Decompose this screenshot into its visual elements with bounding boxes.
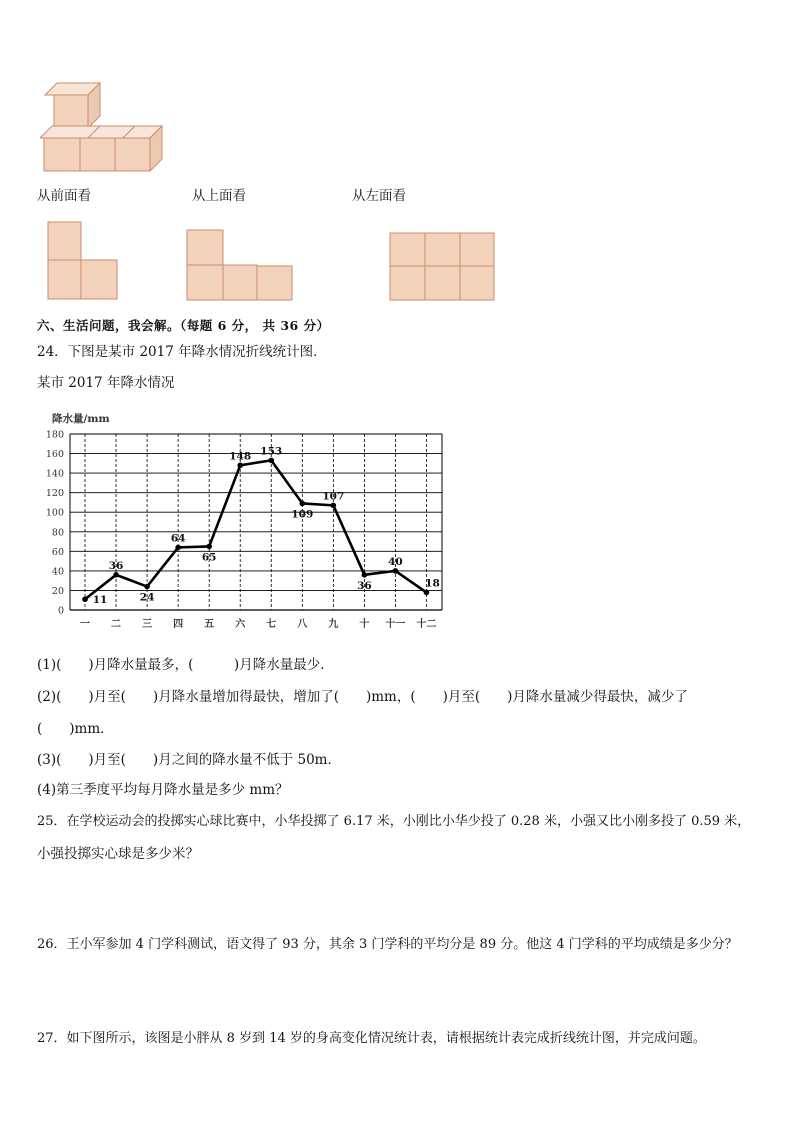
data-label: 36	[108, 559, 124, 572]
series-line	[85, 460, 426, 599]
section-six-heading: 六、生活问题，我会解。（每题 6 分， 共 36 分）	[37, 318, 330, 333]
data-point	[331, 503, 337, 509]
x-tick-label: 三	[142, 619, 153, 630]
q24-sub2-line1: (2)( )月至( )月降水量增加得最快，增加了( )mm，( )月至( )月降水量减少得最快，减少了	[37, 689, 688, 705]
data-label: 11	[92, 594, 108, 607]
data-point	[82, 596, 88, 602]
left-view-label: 从左面看	[352, 188, 406, 204]
data-label: 24	[139, 591, 155, 604]
y-tick-label: 140	[45, 468, 64, 480]
data-label: 36	[357, 579, 372, 592]
data-point	[393, 568, 399, 574]
q24-sub4: (4)第三季度平均每月降水量是多少 mm？	[37, 782, 289, 798]
y-tick-label: 60	[51, 546, 64, 558]
front-view-figure	[47, 221, 119, 301]
data-point	[113, 572, 119, 578]
data-label: 18	[425, 577, 440, 590]
data-label: 65	[201, 551, 217, 564]
y-tick-label: 80	[51, 527, 64, 539]
data-label: 107	[322, 490, 345, 503]
data-point	[300, 501, 306, 507]
q24-sub3: (3)( )月至( )月之间的降水量不低于 50m．	[37, 752, 341, 768]
y-tick-label: 160	[45, 449, 64, 461]
q25-line1: 25．在学校运动会的投掷实心球比赛中，小华投掷了 6.17 米，小刚比小华少投了 0.28 米，小强又比小刚多投了 0.59 米，	[37, 814, 751, 829]
left-view-figure	[389, 232, 496, 302]
cube-figure	[40, 80, 175, 175]
y-tick-label: 20	[51, 585, 64, 597]
y-tick-label: 100	[45, 507, 64, 519]
x-tick-label: 一	[80, 619, 90, 630]
front-view-label: 从前面看	[37, 188, 91, 204]
y-tick-label: 0	[57, 605, 64, 617]
x-tick-label: 四	[173, 619, 184, 630]
q26-text: 26．王小军参加 4 门学科测试，语文得了 93 分，其余 3 门学科的平均分是 89 分。他这 4 门学科的平均成绩是多少分？	[37, 937, 738, 952]
precipitation-line-chart	[40, 408, 460, 638]
data-label: 40	[388, 555, 403, 568]
q24-sub1: (1)( )月降水量最多，( )月降水量最少．	[37, 657, 334, 673]
x-tick-label: 六	[235, 619, 246, 630]
x-tick-label: 八	[297, 619, 308, 630]
data-label: 148	[229, 450, 252, 463]
data-point	[144, 584, 150, 590]
top-view-figure	[186, 229, 294, 302]
q25-line2: 小强投掷实心球是多少米？	[37, 846, 199, 862]
x-tick-label: 十一	[385, 619, 406, 630]
y-tick-label: 40	[51, 566, 64, 578]
x-tick-label: 十二	[416, 619, 437, 630]
data-label: 64	[170, 532, 186, 545]
data-point	[268, 458, 274, 464]
data-label: 109	[291, 508, 314, 521]
data-point	[175, 545, 181, 551]
top-view-label: 从上面看	[192, 188, 246, 204]
data-point	[362, 572, 368, 578]
q27-text: 27．如下图所示，该图是小胖从 8 岁到 14 岁的身高变化情况统计表，请根据统计表完成折线统计图，并完成问题。	[37, 1031, 706, 1046]
x-tick-label: 五	[204, 619, 215, 630]
data-point	[206, 544, 212, 550]
q24-sub2-line2: ( )mm．	[37, 721, 114, 737]
x-tick-label: 二	[111, 619, 122, 630]
q24-intro: 24．下图是某市 2017 年降水情况折线统计图．	[37, 344, 327, 360]
x-tick-label: 七	[266, 619, 277, 630]
data-label: 153	[260, 445, 283, 458]
y-axis-label: 降水量/mm	[52, 413, 110, 425]
y-tick-label: 180	[45, 429, 64, 441]
data-point	[237, 462, 243, 468]
data-point	[424, 590, 430, 596]
x-tick-label: 九	[328, 619, 339, 630]
x-tick-label: 十	[359, 619, 370, 630]
y-tick-label: 120	[45, 488, 64, 500]
q24-chart-title: 某市 2017 年降水情况	[37, 375, 175, 391]
